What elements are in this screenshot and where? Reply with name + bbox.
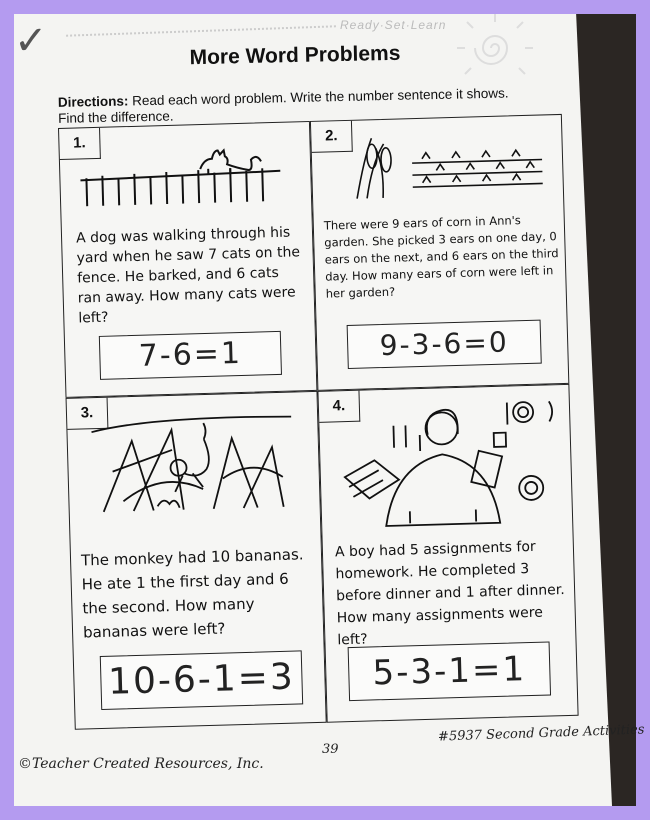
answer-box[interactable]: 10-6-1=3 [100,650,303,710]
footer-page-number: 39 [322,742,339,757]
answer-box[interactable]: 5-3-1=1 [348,641,551,701]
directions-label: Directions: [57,93,129,110]
problem-number: 4. [318,391,360,423]
monkey-jungle-illustration [91,407,294,523]
problem-text: A boy had 5 assignments for homework. He completed 3 before dinner and 1 after dinner. How many assignments were left? [334,538,565,649]
corn-garden-illustration [351,125,553,201]
footer-book-title: #5937 Second Grade Activities [437,722,645,745]
checkmark-icon: ✓ [14,18,48,64]
problem-card-4 [317,384,578,723]
page-title: More Word Problems [189,41,401,70]
problem-number: 3. [67,398,109,430]
problem-text: There were 9 ears of corn in Ann's garden. She picked 3 ears on one day, 0 ears on the next, and 6 ears on the third day. How many ears of corn were left in her garden? [323,213,559,301]
problem-number: 2. [311,121,353,153]
brand-header: Ready·Set·Learn [340,18,447,32]
footer-copyright: ©Teacher Created Resources, Inc. [18,756,264,772]
problem-card-1 [58,121,317,398]
problem-text: A dog was walking through his yard when he saw 7 cats on the fence. He barked, and 6 cats ran away. How many cats were left? [75,224,301,327]
problem-number: 1. [59,128,101,160]
problem-text: The monkey had 10 bananas. He ate 1 the first day and 6 the second. How many bananas were left? [80,545,304,642]
answer-box[interactable]: 7-6=1 [99,331,282,380]
problem-grid [58,113,627,753]
cats-on-fence-illustration [79,135,281,211]
boy-at-dinner-illustration [323,391,567,538]
directions-text: Read each word problem. Write the number sentence it shows. Find the difference. [58,85,509,126]
problem-card-3 [66,391,327,730]
problem-card-2 [310,114,569,391]
answer-box[interactable]: 9-3-6=0 [347,320,542,369]
